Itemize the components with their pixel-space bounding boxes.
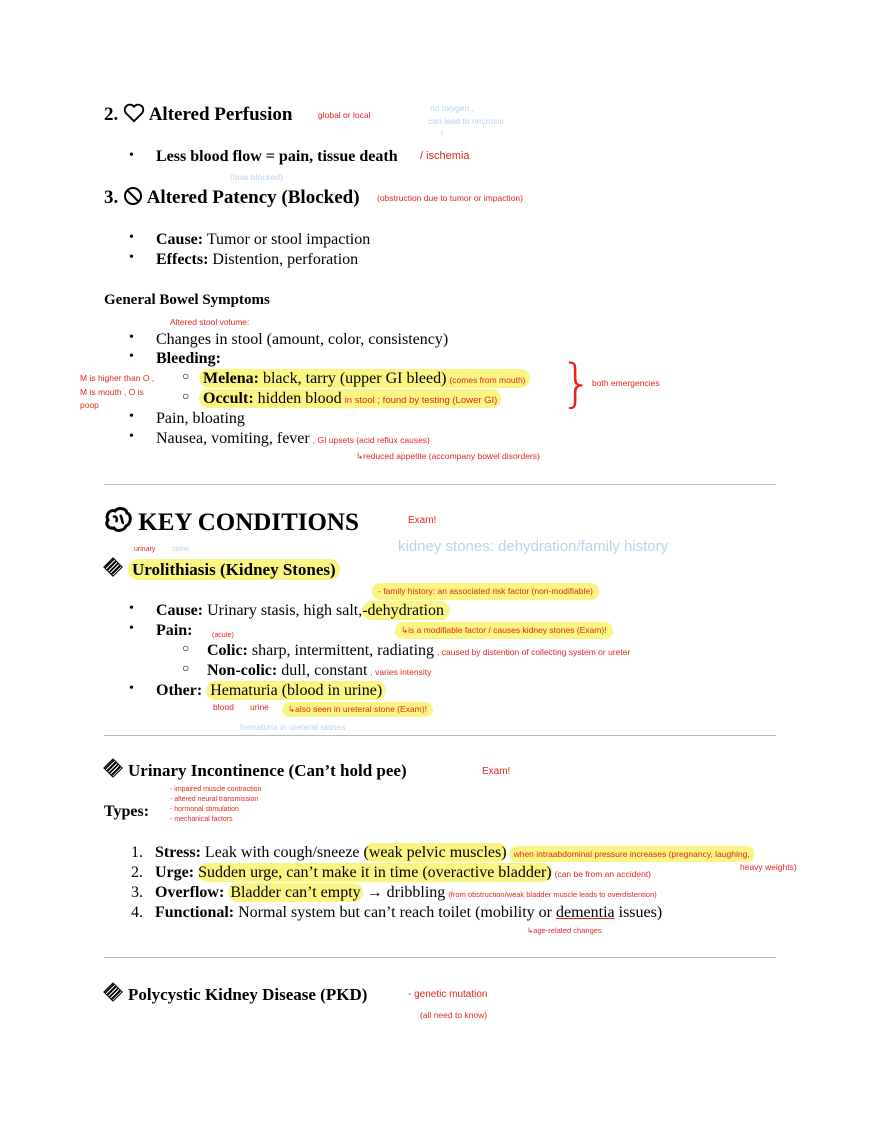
annotation: (obstruction due to tumor or impaction): [377, 193, 523, 203]
annotation: heavy weights): [740, 862, 797, 872]
annotation: stone: [172, 546, 190, 553]
list-item: Pain, bloating: [156, 410, 245, 427]
annotation: urine: [250, 702, 269, 712]
pkd-heading: Polycystic Kidney Disease (PKD): [104, 984, 367, 1006]
annotation: / ischemia: [420, 150, 470, 162]
noncolic-item: Non-colic: dull, constant , varies intensity: [207, 662, 432, 679]
annotation: no oxygen ,: [430, 103, 474, 113]
annotation: can lead to necrosis: [428, 116, 504, 126]
annotation: hematuria in ureteral stones: [240, 722, 346, 732]
annotation: both emergencies: [592, 378, 660, 388]
annotation: ↳age-related changes: [527, 926, 602, 935]
arrow-up-icon: ↑: [439, 126, 445, 140]
circle-bullet: ○: [182, 641, 190, 655]
incontinence-type-stress: 1. Stress: Leak with cough/sneeze (weak pelvic muscles) when intraabdominal pressure increases (pregnancy, laughing,: [131, 843, 754, 863]
heading-title: Altered Perfusion: [148, 104, 293, 125]
list-item: Bleeding:: [156, 350, 221, 367]
annotation: (all need to know): [420, 1010, 488, 1020]
heading-number: 3.: [104, 187, 119, 208]
annotation: Exam!: [482, 766, 511, 777]
bullet: •: [129, 330, 134, 345]
bullet: •: [129, 349, 134, 364]
circle-bullet: ○: [182, 661, 190, 675]
annotation: poop: [80, 400, 99, 410]
annotation: Exam!: [408, 515, 437, 526]
bullet: •: [129, 681, 134, 696]
annotation: blood: [213, 702, 234, 712]
annotation: - family history: an associated risk factor (non-modifiable): [372, 583, 599, 600]
bullet: •: [129, 621, 134, 636]
heading-title: Altered Patency (Blocked): [146, 187, 360, 208]
heart-icon: [123, 104, 145, 125]
annotation: global or local: [318, 110, 371, 120]
bullet: •: [129, 601, 134, 616]
annotation: Altered stool volume:: [170, 317, 250, 327]
annotation: urinary: [134, 546, 156, 553]
list-item: Pain:: [156, 622, 193, 639]
incontinence-type-overflow: 3. Overflow: Bladder can’t empty → dribbling (from obstruction/weak bladder muscle leads to overdistention): [131, 884, 657, 901]
brain-icon: [104, 509, 132, 536]
circle-bullet: ○: [182, 389, 190, 403]
diamond-icon: [103, 982, 123, 1002]
cause-item: Cause: Urinary stasis, high salt,-dehydration: [156, 601, 450, 621]
section-heading: General Bowel Symptoms: [104, 292, 270, 308]
occult-item: Occult: hidden blood in stool ; found by testing (Lower GI): [199, 389, 501, 409]
melena-item: Melena: black, tarry (upper GI bleed) (comes from mouth): [199, 369, 530, 389]
list-item: Nausea, vomiting, fever , GI upsets (acid reflux causes): [156, 430, 430, 447]
blocked-icon: [123, 187, 143, 208]
effects-item: Effects: Distention, perforation: [156, 251, 359, 268]
other-item: Other: Hematuria (blood in urine): [156, 681, 386, 701]
patency-heading: [104, 186, 360, 210]
heading-title: KEY CONDITIONS: [138, 509, 359, 536]
list-item: Changes in stool (amount, color, consistency): [156, 331, 449, 348]
incontinence-type-functional: 4. Functional: Normal system but can’t reach toilet (mobility or dementia issues): [131, 904, 663, 921]
annotation: (how blocked): [230, 172, 283, 182]
annotation: M is mouth , O is: [80, 387, 144, 397]
perfusion-heading: [104, 103, 292, 127]
annotation: ↳reduced appetite (accompany bowel disorders): [356, 451, 540, 461]
annotation: M is higher than O ,: [80, 373, 155, 383]
annotation: ↳also seen in ureteral stone (Exam)!: [282, 702, 433, 717]
annotation: ↳is a modifiable factor / causes kidney stones (Exam)!: [395, 622, 613, 639]
bullet: •: [129, 148, 134, 163]
colic-item: Colic: sharp, intermittent, radiating , caused by distention of collecting system or ureter: [207, 642, 631, 659]
divider: [104, 957, 776, 958]
diamond-icon: [103, 758, 123, 778]
circle-bullet: ○: [182, 369, 190, 383]
divider: [104, 735, 776, 736]
bullet-text: Less blood flow = pain, tissue death: [156, 148, 398, 165]
annotation: (acute): [212, 632, 234, 639]
urolithiasis-heading: Urolithiasis (Kidney Stones): [104, 559, 340, 581]
key-conditions-heading: [104, 507, 359, 539]
bullet: •: [129, 429, 134, 444]
bullet: •: [129, 409, 134, 424]
cause-item: Cause: Tumor or stool impaction: [156, 231, 371, 248]
types-label: Types:: [104, 803, 150, 820]
bullet: •: [129, 250, 134, 265]
heading-number: 2.: [104, 104, 119, 125]
annotation: kidney stones: dehydration/family history: [398, 538, 669, 555]
causes-annotation: - impaired muscle contraction - altered neural transmission - hormonal stimulation - mechanical factors: [170, 786, 262, 823]
bullet: •: [129, 230, 134, 245]
diamond-icon: [103, 557, 123, 577]
incontinence-type-urge: 2. Urge: Sudden urge, can’t make it in time (overactive bladder) (can be from an accident): [131, 864, 651, 881]
divider: [104, 484, 776, 485]
brace-icon: }: [560, 354, 594, 414]
annotation: - genetic mutation: [408, 989, 488, 1000]
incontinence-heading: Urinary Incontinence (Can’t hold pee): [104, 760, 407, 782]
